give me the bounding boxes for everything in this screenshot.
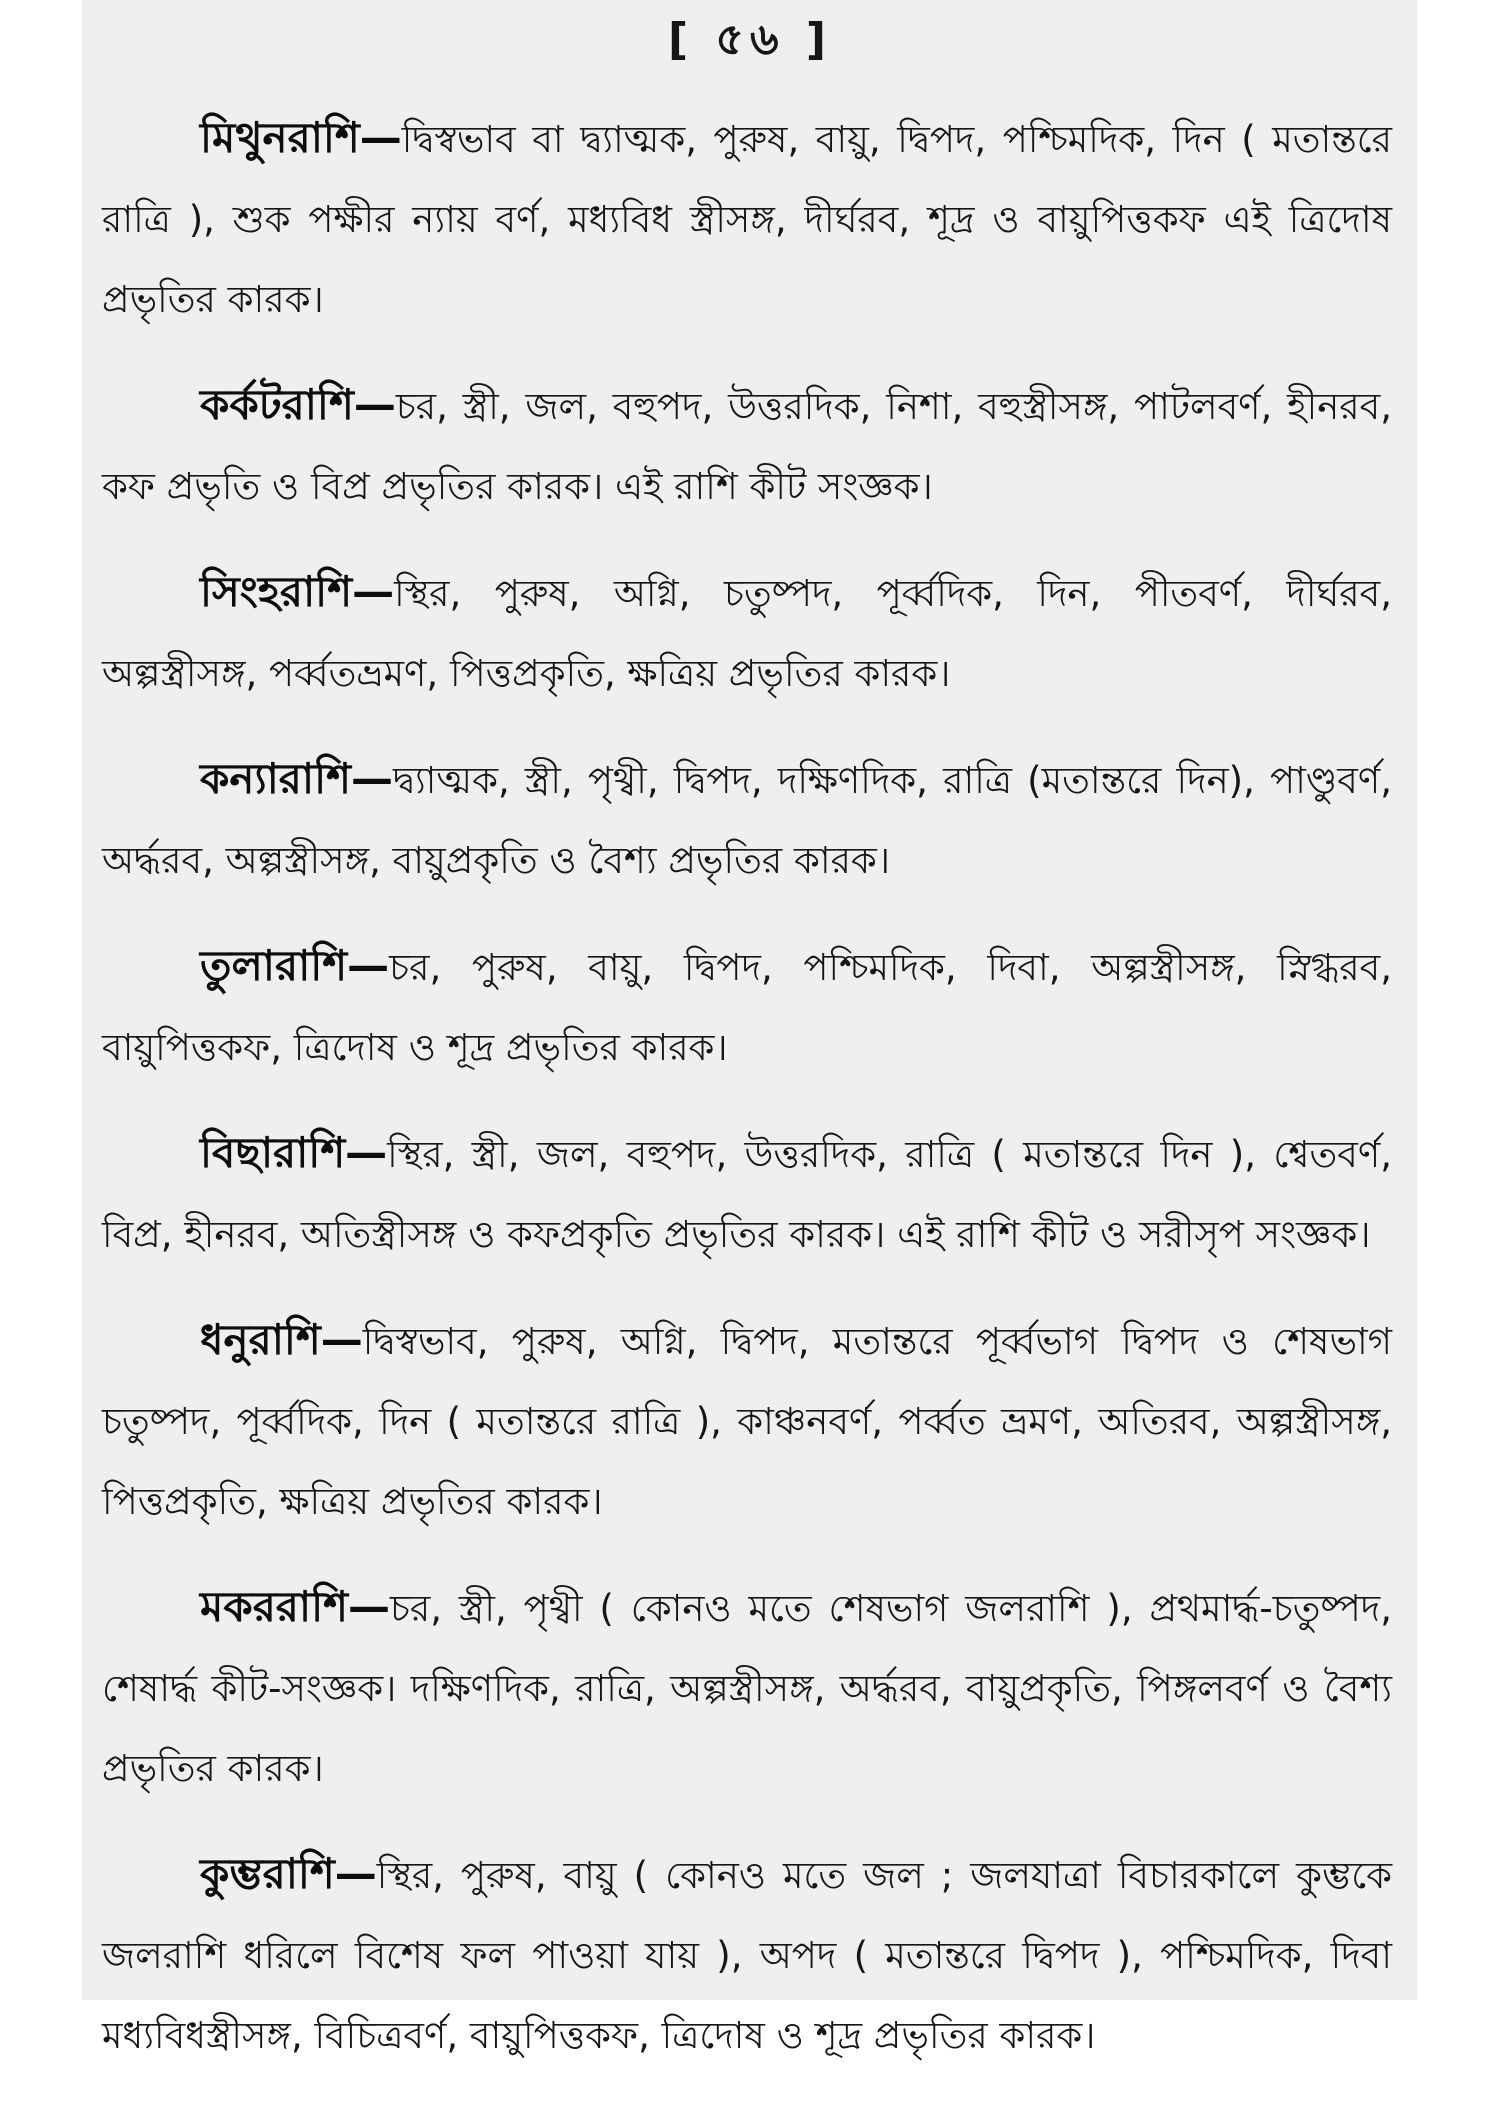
sign-name: কুম্ভরাশি: [200, 1849, 335, 1898]
paragraph-text: স্থির, পুরুষ, বায়ু ( কোনও মতে জল ; জলযাত্রা বিচারকালে কুম্ভকে জলরাশি ধরিলে বিশেষ ফল পাওয়া যায় ), অপদ ( মতান্তরে দ্বিপদ ), পশ্চিমদিক, দিবা মধ্যবিধস্ত্রীসঙ্গ, বিচিত্রবর্ণ, বায়ুপিত্তকফ, ত্রিদোষ ও শূদ্র প্রভৃতির কারক।: [102, 1854, 1392, 2057]
sign-separator: —: [359, 113, 402, 162]
sign-name: বিছারাশি: [200, 1128, 346, 1177]
sign-separator: —: [350, 754, 393, 803]
paragraph-tula: [102, 926, 1392, 1088]
paragraph-kumbha: [102, 1834, 1392, 2076]
sign-separator: —: [352, 567, 395, 616]
sign-name: তুলারাশি: [200, 941, 348, 990]
sign-name: মকররাশি: [200, 1582, 348, 1631]
paragraph-text: দ্ব্যাত্মক, স্ত্রী, পৃথ্বী, দ্বিপদ, দক্ষিণদিক, রাত্রি (মতান্তরে দিন), পাণ্ডুবর্ণ, অর্দ্ধরব, অল্পস্ত্রীসঙ্গ, বায়ুপ্রকৃতি ও বৈশ্য প্রভৃতির কারক।: [102, 759, 1392, 882]
sign-separator: —: [345, 1128, 388, 1177]
sign-separator: —: [347, 1582, 390, 1631]
paragraph-makar: [102, 1567, 1392, 1809]
paragraph-bichha: [102, 1113, 1392, 1275]
paragraph-mithun: [102, 98, 1392, 340]
sign-name: সিংহরাশি: [200, 567, 353, 616]
sign-name: কন্যারাশি: [200, 754, 351, 803]
paragraph-singha: [102, 552, 1392, 714]
paragraph-karkat: [102, 365, 1392, 527]
sign-name: কর্কটরাশি: [200, 380, 354, 429]
sign-separator: —: [334, 1849, 377, 1898]
paragraph-text: দ্বিস্বভাব, পুরুষ, অগ্নি, দ্বিপদ, মতান্তরে পূর্ব্বভাগ দ্বিপদ ও শেষভাগ চতুষ্পদ, পূর্ব্বদিক, দিন ( মতান্তরে রাত্রি ), কাঞ্চনবর্ণ, পর্ব্বত ভ্রমণ, অতিরব, অল্পস্ত্রীসঙ্গ, পিত্তপ্রকৃতি, ক্ষত্রিয় প্রভৃতির কারক।: [102, 1320, 1392, 1523]
sign-name: ধনুরাশি: [200, 1315, 321, 1364]
page-number: [ ৫৬ ]: [667, 14, 832, 65]
sign-separator: —: [347, 941, 390, 990]
paragraph-kanya: [102, 739, 1392, 901]
book-page: [82, 0, 1418, 2057]
sign-separator: —: [320, 1315, 363, 1364]
paragraph-text: স্থির, পুরুষ, অগ্নি, চতুষ্পদ, পূর্ব্বদিক, দিন, পীতবর্ণ, দীর্ঘরব, অল্পস্ত্রীসঙ্গ, পর্ব্বতভ্রমণ, পিত্তপ্রকৃতি, ক্ষত্রিয় প্রভৃতির কারক।: [102, 572, 1392, 695]
paragraph-text: চর, পুরুষ, বায়ু, দ্বিপদ, পশ্চিমদিক, দিবা, অল্পস্ত্রীসঙ্গ, স্নিগ্ধরব, বায়ুপিত্তকফ, ত্রিদোষ ও শূদ্র প্রভৃতির কারক।: [102, 946, 1392, 1069]
sign-separator: —: [353, 380, 396, 429]
page-content: [102, 98, 1392, 2101]
paragraph-text: চর, স্ত্রী, পৃথ্বী ( কোনও মতে শেষভাগ জলরাশি ), প্রথমার্দ্ধ-চতুষ্পদ, শেষার্দ্ধ কীট-সংজ্ঞক। দক্ষিণদিক, রাত্রি, অল্পস্ত্রীসঙ্গ, অর্দ্ধরব, বায়ুপ্রকৃতি, পিঙ্গলবর্ণ ও বৈশ্য প্রভৃতির কারক।: [102, 1587, 1392, 1790]
paragraph-text: দ্বিস্বভাব বা দ্ব্যাত্মক, পুরুষ, বায়ু, দ্বিপদ, পশ্চিমদিক, দিন ( মতান্তরে রাত্রি ), শুক পক্ষীর ন্যায় বর্ণ, মধ্যবিধ স্ত্রীসঙ্গ, দীর্ঘরব, শূদ্র ও বায়ুপিত্তকফ এই ত্রিদোষ প্রভৃতির কারক।: [102, 118, 1392, 321]
paragraph-dhanu: [102, 1300, 1392, 1542]
paragraph-text: স্থির, স্ত্রী, জল, বহুপদ, উত্তরদিক, রাত্রি ( মতান্তরে দিন ), শ্বেতবর্ণ, বিপ্র, হীনরব, অতিস্ত্রীসঙ্গ ও কফপ্রকৃতি প্রভৃতির কারক। এই রাশি কীট ও সরীসৃপ সংজ্ঞক।: [102, 1133, 1392, 1256]
sign-name: মিথুনরাশি: [200, 113, 360, 162]
paragraph-text: চর, স্ত্রী, জল, বহুপদ, উত্তরদিক, নিশা, বহুস্ত্রীসঙ্গ, পাটলবর্ণ, হীনরব, কফ প্রভৃতি ও বিপ্র প্রভৃতির কারক। এই রাশি কীট সংজ্ঞক।: [102, 385, 1392, 508]
